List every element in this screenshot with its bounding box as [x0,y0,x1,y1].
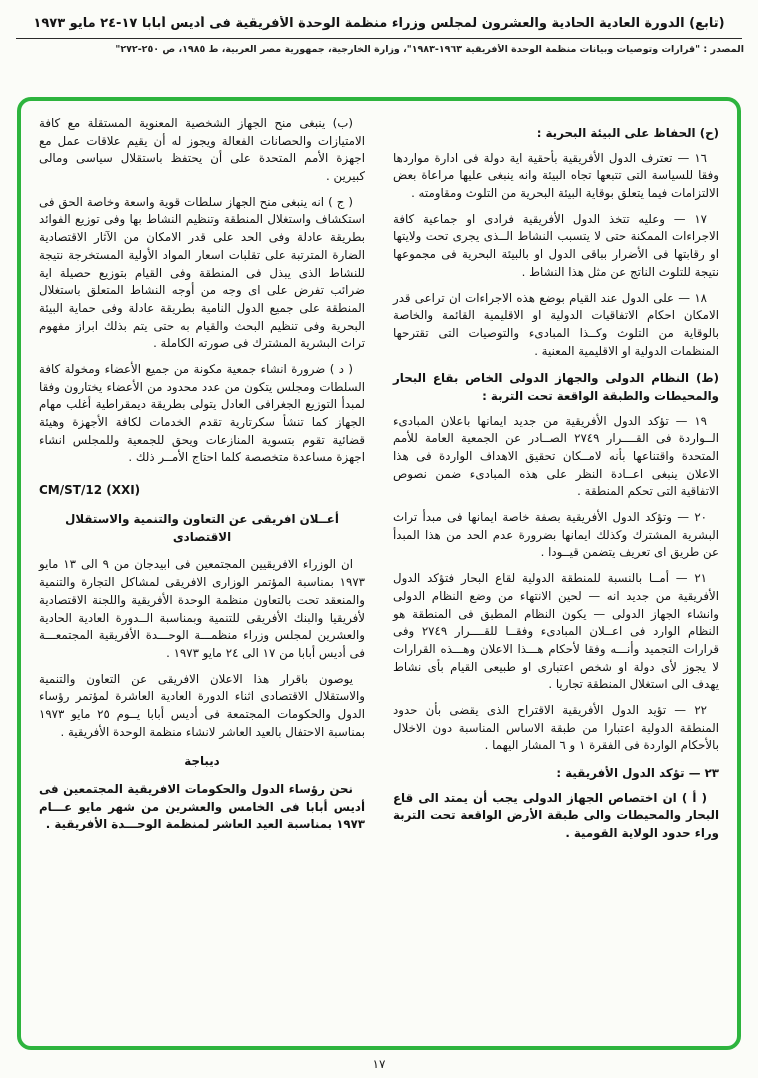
paragraph: يوصون باقرار هذا الاعلان الافريقى عن التعاون والتنمية والاستقلال الاقتصادى اثناء الدورة العادية العاشرة لمؤتمر رؤساء الدول والحكومات المجتمعة فى أديس أبابا يــوم ٢٥ مايو ١٩٧٣ بمناسبة الاحتفال بالعيد العاشر لانشاء منظمة الوحدة الأفريقية . [39,671,365,739]
header-title: (تابع) الدورة العادية الحادية والعشرون لمجلس وزراء منظمة الوحدة الأفريقية فى أديس أبابا ١٧-٢٤ مايو ١٩٧٣ [33,16,725,31]
paragraph: ٢٢ — تؤيد الدول الأفريقية الاقتراح الذى يقضى بأن حدود المنطقة الدولية اعتبارا من طبقة الاساس المناسبة دون الاخلال بالأحكام الواردة فى الفقرة ١ و ٦ المشار اليهما . [393,702,719,753]
document-reference: CM/ST/12 (XXI) [39,483,141,498]
paragraph: ٢٠ — وتؤكد الدول الأفريقية بصفة خاصة ايمانها فى مبدأ تراث البشرية المشترك وكذلك ايمانها بضرورة عدم الحد من هذا المبدأ عن طريق اى تعريف يتضمن قيــودا . [393,510,719,560]
section-heading: (ح) الحفاظ على البيئة البحرية : [536,126,719,140]
header-divider [16,38,742,39]
paragraph: ان الوزراء الافريقيين المجتمعين فى ابيدجان من ٩ الى ١٣ مايو ١٩٧٣ بمناسبة المؤتمر الوزارى الافريقى لمشاكل التجارة والتنمية والمنعقد تحت بالتعاون منظمة الوحدة الأفريقية واللجنة الاقتصادية لأفريقيا والبنك الأفريقى للتنمية وبمناسبة الــدورة العادية الحادية والعشرين لمجلس وزراء منظمـــة الوحـــدة الأفريقية المجتمعـــة فى أديس أبابا من ١٧ الى ٢٤ مايو ١٩٧٣ . [39,557,365,660]
content-frame [17,97,741,1050]
two-column-layout [39,115,719,1036]
section-heading: أعــلان افريقى عن التعاون والتنمية والاستقلال الاقتصادى [65,512,339,544]
section-heading: (ط) النظام الدولى والجهاز الدولى الخاص بقاع البحار والمحيطات والطبقة الواقعة تحت التربة : [393,371,719,403]
section-heading: ٢٣ — تؤكد الدول الأفريقية : [556,766,719,780]
paragraph: ٢١ — أمــا بالنسبة للمنطقة الدولية لقاع البحار فتؤكد الدول الأفريقية من جديد انه — لحين الانتهاء من وضع النظام الدولى وانشاء الجهاز الدولى — يكون النظام المطبق فى المنطقة هو النظام الوارد فى اعــلان المبادىء وفقــا للقــــرار ٢٧٤٩ وفى قرارات التجميد وأنـــه وفقا لأحكام هـــذا الاعلان وهـــذه القرارات لا يجوز لأى دولة او شخص اعتبارى او طبيعى القيام بأى نشاط يهدف الى استغلال المنطقة تجاريا . [393,571,719,692]
paragraph: ( أ ) ان اختصاص الجهاز الدولى يجب أن يمتد الى قاع البحار والمحيطات والى طبقة الأرض الواقعة تحت التربة وراء حدود الولاية القومية . [393,790,719,841]
paragraph: ١٨ — على الدول عند القيام بوضع هذه الاجراءات ان تراعى قدر الامكان احكام الاتفاقيات الدولية او الاقليمية القائمة والخاصة بالوقاية من التلوث وكــذا المبادىء والتوصيات التى تقترحها المنظمات الدولية او الاقليمية المعنية . [393,290,719,358]
paragraph: ١٩ — تؤكد الدول الأفريقية من جديد ايمانها باعلان المبادىء الــواردة فى القــــرار ٢٧٤٩ الصــادر عن الجمعية العامة للأمم المتحدة واقتناعها بأنه لامــكان تحقيق الاهداف الواردة فى هذا الاعلان ينبغى اعــادة النظر على هذه المبادىء ضمن نصوص الاتفاقية التى تحكم المنطقة . [393,413,719,499]
paragraph: نحن رؤساء الدول والحكومات الافريقية المجتمعين فى أديس أبابا فى الخامس والعشرين من شهر مايو عـــام ١٩٧٣ بمناسبة العيد العاشر لمنظمة الوحـــدة الأفريقية . [39,782,365,832]
document-header [0,0,758,55]
right-column [393,115,719,1036]
paragraph: ١٧ — وعليه تتخذ الدول الأفريقية فرادى او جماعية كافة الاجراءات الممكنة حتى لا يتسبب النشاط الــذى يجرى تحت ولايتها او رقابتها فى الأضرار بباقى الدول او بالبيئة البحرية فى مجموعها نتيجة للتلوث الناتج عن مثل هذا النشاط . [393,211,719,279]
paragraph: (ب) ينبغى منح الجهاز الشخصية المعنوية المستقلة مع كافة الامتيازات والحصانات الفعالة ويجوز له أن يقيم علاقات عمل مع اجهزة الأمم المتحدة على أن يحتفظ باستقلال سياسى ومالى كبيرين . [39,116,365,184]
paragraph: ( ج ) انه ينبغى منح الجهاز سلطات قوية واسعة وخاصة الحق فى استكشاف واستغلال المنطقة وتنظيم النشاط بها وفى توزيع الفوائد بطريقة عادلة وفى الحد على قدر الامكان من الآثار الاقتصادية الضارة المترتبة على تقلبات اسعار المواد الأولية المستخرجة نتيجة للنشاط الذى يبذل فى المنطقة وفى القيام بتوزيع حصيلة اية ضرائب تفرض على اى وجه من أوجه النشاط المتعلق باستغلال المنطقة على جميع الدول النامية بطريقة عادلة وفى حماية البيئة البحرية وفى تنظيم البحث والقيام به حتى يتم بذلك ابراز مفهوم تراث البشرية المشترك فى صورته الكاملة . [39,194,365,351]
section-heading: ديباجة [184,754,220,769]
source-citation: المصدر : "قرارات وتوصيات وبيانات منظمة الوحدة الأفريقية ١٩٦٣-١٩٨٣"، وزارة الخارجية، جمهورية مصر العربية، ط ١٩٨٥، ص ٢٥٠-٢٧٢" [115,44,744,55]
left-column [39,115,365,1036]
paragraph: ( د ) ضرورة انشاء جمعية مكونة من جميع الأعضاء ومخولة كافة السلطات ومجلس يتكون من عدد محدود من الأعضاء يختارون وفقا لمبدأ التوزيع الجغرافى العادل يتولى بطريقة ديمقراطية أغلب مهام الجهاز كما تنشأ سكرتارية تقدم الخدمات لكافة الأجهزة وهيئة قضائية تقوم بتسوية المنازعات ويحق للجمعية وللمجلس انشاء اجهزة مساعدة متخصصة كلما احتاج الأمــر ذلك . [39,361,365,465]
paragraph: ١٦ — تعترف الدول الأفريقية بأحقية اية دولة فى ادارة مواردها وفقا للسياسة التى تتبعها تجاه البيئة وانه ينبغى عليها مراعاة بعض الالتزامات فيما يتعلق بوقاية البيئة البحرية من التلوث ومقاومته . [393,150,719,201]
page-number: ١٧ [372,1057,386,1071]
